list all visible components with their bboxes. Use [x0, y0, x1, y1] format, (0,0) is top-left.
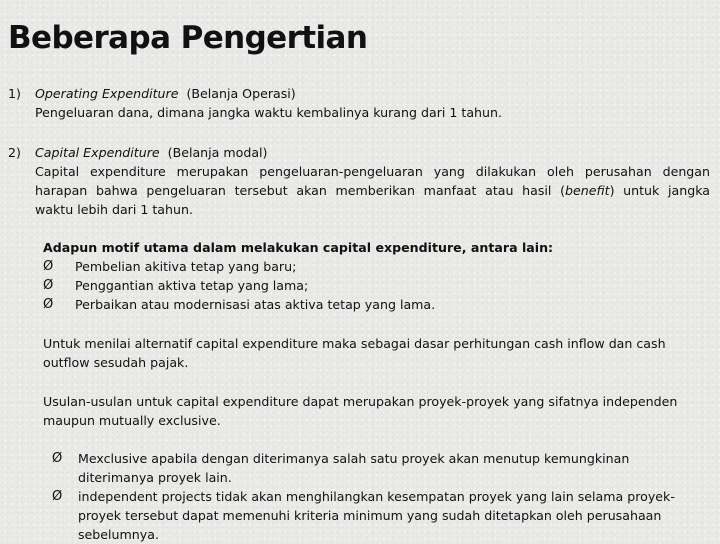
item-description-line-2: [35, 181, 710, 200]
list-item-text: proyek tersebut dapat memenuhi kriteria minimum yang sudah ditetapkan oleh perusahaan: [78, 508, 662, 523]
paragraph-proposals: [43, 392, 708, 430]
arrow-bullet-icon: Ø: [52, 489, 63, 504]
arrow-bullet-icon: Ø: [43, 259, 54, 274]
list-item-text: independent projects tidak akan menghilangkan kesempatan proyek yang lain selama proyek-: [78, 489, 675, 504]
list-item-text: Pembelian akitiva tetap yang baru;: [75, 259, 297, 274]
item-description-line-1: Capital expenditure merupakan pengeluaran-pengeluaran yang dilakukan oleh perusahan dengan: [35, 164, 710, 179]
arrow-bullet-icon: Ø: [43, 278, 54, 293]
list-item-text: Perbaikan atau modernisasi atas aktiva tetap yang lama.: [75, 297, 436, 312]
list-item-text: diterimanya proyek lain.: [78, 470, 232, 485]
desc-italic-term: benefit: [565, 183, 610, 198]
paragraph-cash-flow: [43, 334, 703, 372]
item-number: 2): [8, 145, 21, 160]
item-gloss: (Belanja Operasi): [186, 86, 296, 101]
list-item: [43, 276, 703, 295]
list-item-text: Penggantian aktiva tetap yang lama;: [75, 278, 309, 293]
paragraph-line: maupun mutually exclusive.: [43, 413, 221, 428]
item-number: 1): [8, 86, 21, 101]
motives-section: [43, 238, 703, 314]
desc-text: harapan bahwa pengeluaran tersebut akan memberikan manfaat atau hasil (: [35, 183, 566, 198]
item-term: Capital Expenditure: [35, 145, 160, 160]
project-types-list: [52, 449, 712, 544]
list-item: [52, 487, 712, 544]
paragraph-line: Untuk menilai alternatif capital expenditure maka sebagai dasar perhitungan cash inflow dan cash: [43, 336, 666, 351]
paragraph-line: outflow sesudah pajak.: [43, 355, 189, 370]
definition-item-1: [8, 84, 708, 122]
item-gloss: (Belanja modal): [167, 145, 268, 160]
list-item: [52, 449, 712, 487]
list-item: [43, 295, 703, 314]
definition-item-2: [8, 143, 710, 219]
item-term: Operating Expenditure: [35, 86, 179, 101]
list-item: [43, 257, 703, 276]
paragraph-line: Usulan-usulan untuk capital expenditure dapat merupakan proyek-proyek yang sifatnya independen: [43, 394, 678, 409]
list-item-text: sebelumnya.: [78, 527, 159, 542]
page-title: Beberapa Pengertian: [8, 20, 368, 56]
item-description: Pengeluaran dana, dimana jangka waktu kembalinya kurang dari 1 tahun.: [35, 105, 503, 120]
arrow-bullet-icon: Ø: [52, 451, 63, 466]
item-description-line-3: waktu lebih dari 1 tahun.: [35, 202, 193, 217]
arrow-bullet-icon: Ø: [43, 297, 54, 312]
desc-text: ) untuk jangka: [609, 183, 710, 198]
list-item-text: Mexclusive apabila dengan diterimanya salah satu proyek akan menutup kemungkinan: [78, 451, 630, 466]
motives-heading: Adapun motif utama dalam melakukan capital expenditure, antara lain:: [43, 240, 554, 255]
